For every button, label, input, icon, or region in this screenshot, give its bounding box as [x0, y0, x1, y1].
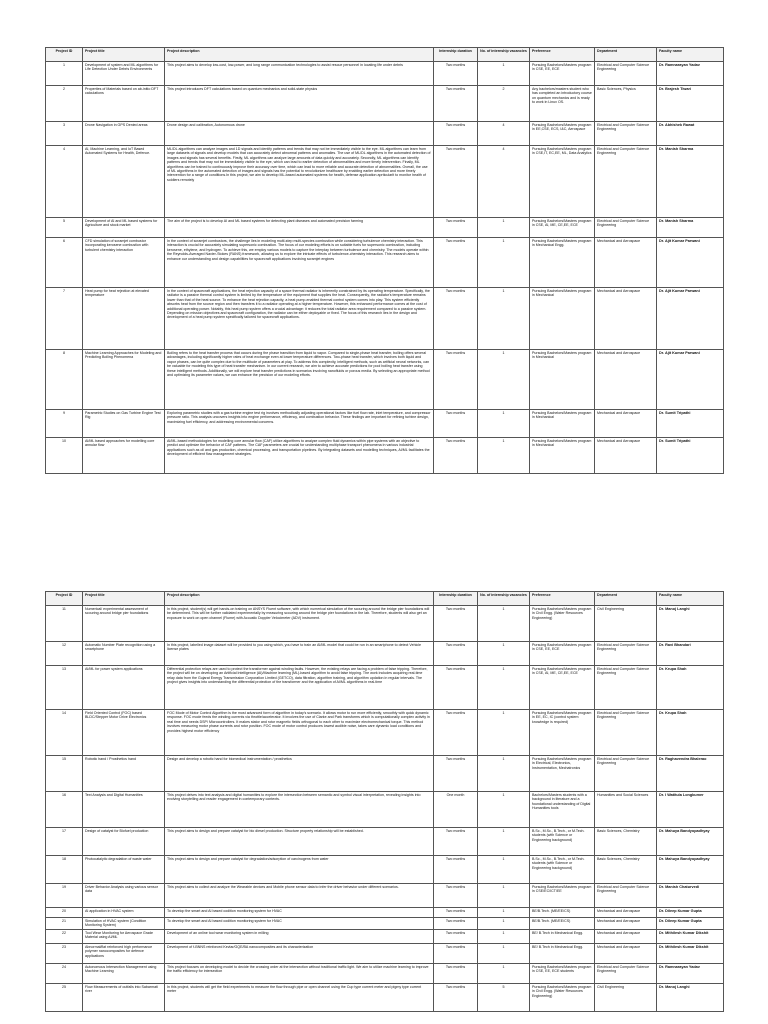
table-row — [46, 218, 724, 238]
cell-internship-duration: Two months — [434, 86, 478, 122]
cell-preference: BE/ B.Tech in Mechanical Engg. — [530, 929, 595, 943]
cell-project-id: 13 — [46, 666, 83, 710]
cell-project-description: In this project, labelled image dataset will be provided to you using which, you have to train an AI/ML model that could be run in an smartphone to detect Vehicle license plates — [165, 642, 434, 666]
cell-preference: Any bachelors/masters student who has completed an introductory course on quantum mechanics and is ready to work in Linux OS. — [530, 86, 595, 122]
col-header-project-id: Project ID — [46, 592, 83, 606]
table-body-page-1 — [46, 62, 724, 474]
cell-project-id: 6 — [46, 238, 83, 288]
cell-project-description: This project focuses on developing model to decide the crossing order at the intersection without traditional traffic light. We aim to utilize machine learning to improve the traffic efficiency for intersection — [165, 963, 434, 983]
cell-project-description: In this project, students will get the field experiments to measure the flow through pipe or open channel using the Cup type current meter and pigmy type current meter — [165, 983, 434, 1011]
table-row — [46, 963, 724, 983]
table-row — [46, 146, 724, 218]
cell-project-description: This project delves into text analysis and digital humanities to explore the intersection between semantic and symbol visual interpretation, revealing insights into evolving storytelling and reader engagement in contemporary contexts. — [165, 792, 434, 828]
col-header-project-description: Project description — [165, 48, 434, 62]
cell-project-title: Numerical/ experimental assessment of scouring around bridge pier foundations — [83, 606, 165, 642]
cell-faculty-name: Dr. Krupa Shah — [657, 710, 724, 756]
cell-faculty-name: Dr. Mahuya Bandyopadhyay — [657, 856, 724, 884]
cell-faculty-name: Dr. Mithilesh Kumar Dikshit — [657, 929, 724, 943]
cell-vacancies: 5 — [478, 983, 530, 1011]
table-row — [46, 943, 724, 963]
cell-department: Mechanical and Aerospace — [595, 238, 657, 288]
cell-internship-duration: Two months — [434, 642, 478, 666]
cell-department: Mechanical and Aerospace — [595, 288, 657, 350]
cell-department: Basic Sciences, Chemistry — [595, 828, 657, 856]
cell-faculty-name: Dr. Ajit Kumar Parwani — [657, 238, 724, 288]
col-header-project-title: Project title — [83, 592, 165, 606]
cell-preference: Pursuing Bachelors/Masters program in CSE, EE, ECE — [530, 62, 595, 86]
cell-preference: Pursuing Bachelors/Masters program in Civil Engg. (Water Resources Engineering) — [530, 983, 595, 1011]
cell-project-description: Design and develop a robotic hand for biomedical instrumentation / prosthetics — [165, 756, 434, 792]
cell-department: Electrical and Computer Science Engineering — [595, 756, 657, 792]
cell-internship-duration: Two months — [434, 943, 478, 963]
cell-internship-duration: Two months — [434, 908, 478, 918]
table-row — [46, 929, 724, 943]
table-body-page-2 — [46, 606, 724, 1012]
table-row — [46, 438, 724, 474]
col-header-vacancies: No. of internship vacancies — [478, 592, 530, 606]
cell-project-description: In the context of spacecraft applications, the heat rejection capacity of a space thermal radiator is inherently constrained by its operating temperature. Specifically, the radiator is a passive thermal control system is limited by the temperature of the equipment that supplies the heat. Consequently, the radiator's temperature remains lower than that of the heat source. To enhance the heat rejection capacity, a heat pump-enabled thermal control system comes into play. This system efficiently absorbs heat from the source region and then transfers it to a radiator operating at a higher temperature. However, this enhanced performance comes at the cost of additional operating power. Notably, this heat pump system offers a crucial advantage: it reduces the total radiator area requirement compared to a passive system. Depending on mission objectives and spacecraft configuration, the radiator can be either deployable or fixed. The focus of this research lies in the design and development of a heat pump system specifically tailored for spacecraft applications. — [165, 288, 434, 350]
cell-project-title: Simulation of HVAC system (Condition Monitoring System) — [83, 918, 165, 930]
cell-department: Mechanical and Aerospace — [595, 943, 657, 963]
cell-department: Electrical and Computer Science Engineering — [595, 146, 657, 218]
cell-vacancies: 1 — [478, 918, 530, 930]
cell-faculty-name: Dr. Manoj Langhi — [657, 606, 724, 642]
col-header-internship-duration: Internship duration — [434, 48, 478, 62]
cell-project-description: ML/DL algorithms can analyze images and 1D signals and identify patterns and trends that may not be immediately visible to the eye. ML algorithms can learn from large datasets of signals and develop models that can accurately detect abnormal patterns and anomalies. The use of ML/DL algorithms in the automated detection of images and signals has several benefits. Firstly, ML algorithms can analyze large amounts of data quickly and accurately. Secondly, ML algorithms can identify patterns and trends that may not be immediately visible to the eye, which can lead to earlier detection of abnormalities and more timely intervention. Finally, ML algorithms can be trained to continuously improve their accuracy over time, which can lead to more reliable and accurate detection of abnormalities. Overall, the use of ML algorithms in the automated detection of images and signals has the potential to revolutionize healthcare by enabling earlier detection and more timely intervention for a range of conditions.In this project, we aim to develop ML-based automated systems for health, defense application aprticularlt to monitor health of soldiers remotely — [165, 146, 434, 218]
cell-department: Mechanical and Aerospace — [595, 350, 657, 410]
cell-faculty-name: Dr. Manish Sharma — [657, 146, 724, 218]
cell-preference: Pursuing Bachelors/Masters program in Mechanical — [530, 350, 595, 410]
cell-preference: B.Sc., M.Sc., B.Tech., or M.Tech. students (with Science or Engineering background) — [530, 856, 595, 884]
cell-department: Civil Engineering — [595, 983, 657, 1011]
cell-vacancies: 1 — [478, 856, 530, 884]
table-row — [46, 983, 724, 1011]
cell-department: Mechanical and Aerospace — [595, 410, 657, 438]
cell-vacancies: 4 — [478, 146, 530, 218]
cell-project-description: Development of an online tool wear monitoring system in milling — [165, 929, 434, 943]
cell-department: Basic Sciences, Physics — [595, 86, 657, 122]
cell-internship-duration: Two months — [434, 856, 478, 884]
cell-project-title: Flow Measurements of outfalls into Sabarmati river — [83, 983, 165, 1011]
cell-preference: BE/B.Tech. (ME/EE/CS) — [530, 918, 595, 930]
cell-vacancies: 1 — [478, 756, 530, 792]
cell-project-id: 14 — [46, 710, 83, 756]
cell-project-description: FOC Mode of Motor Control Algorithm is the most advanced form of algorithm in today's scenario. It allows motor to run more efficiently, smoothly with quick dynamic response. FOC mode feeds the winding currents via throttle/accelerator. It involves the use of Clarke and Park transforms which is computationally complex activity in real time and needs DSP/ Microcontrollers. It makes stator and rotor magnetic fields orthogonal to each other to maximize electromechanical torque. This method involves measuring motor phase currents and rotor position. FOC mode of motor control produces lowest audible noise, takes care dynamic load conditions and provides highest motor efficiency — [165, 710, 434, 756]
cell-vacancies: 4 — [478, 122, 530, 146]
cell-internship-duration: Two months — [434, 828, 478, 856]
cell-internship-duration: Two months — [434, 218, 478, 238]
cell-internship-duration: Two months — [434, 62, 478, 86]
cell-department: Electrical and Computer Science Engineering — [595, 62, 657, 86]
cell-vacancies: 1 — [478, 710, 530, 756]
cell-preference: Pursuing Bachelors/Masters program in CSE, AI, ME, CE,EE, ECE — [530, 666, 595, 710]
cell-faculty-name: Dr. Brajesh Tiwari — [657, 86, 724, 122]
cell-faculty-name: Dr. Sumit Tripathi — [657, 438, 724, 474]
cell-preference: Pursuing Bachelors/Masters program in CSE,IT, EC,EE, ML, Data Analytics — [530, 146, 595, 218]
cell-vacancies: 1 — [478, 792, 530, 828]
cell-project-description: In the context of scramjet combustors, the challenge lies in modeling multi-step multi-species combustion while considering turbulence chemistry interaction. This interaction is crucial for accurately simulating supersonic combustion. The focus of our modeling efforts is on suitable fuels for supersonic combustion, including kerosene, ethylene, and hydrogen. To achieve this, we employ various models to capture the interplay between turbulence and chemistry. The models operate within the Reynolds-Averaged Navier-Stokes (RANS) framework, allowing us to explore the intricate effects of turbulence-chemistry interaction. This research aims to enhance our understanding and design capabilities for spacecraft applications involving scramjet engines — [165, 238, 434, 288]
cell-department: Civil Engineering — [595, 606, 657, 642]
cell-department: Mechanical and Aerospace — [595, 929, 657, 943]
cell-vacancies: 2 — [478, 86, 530, 122]
cell-internship-duration: Two months — [434, 606, 478, 642]
cell-project-id: 5 — [46, 218, 83, 238]
cell-vacancies: 1 — [478, 666, 530, 710]
cell-internship-duration: Two months — [434, 710, 478, 756]
cell-faculty-name: Dr. Ramnarayan Yadav — [657, 963, 724, 983]
cell-department: Electrical and Computer Science Engineering — [595, 666, 657, 710]
cell-internship-duration: Two months — [434, 146, 478, 218]
cell-project-id: 24 — [46, 963, 83, 983]
cell-vacancies: 1 — [478, 943, 530, 963]
cell-project-description: Development of f-BNNS reinforced Kevlar/GQE/BA nanocomposites and its characterization — [165, 943, 434, 963]
cell-faculty-name: Dr. Manish Chaturvedi — [657, 884, 724, 908]
table-row — [46, 756, 724, 792]
cell-project-description: To develop the smart and AI based codition monitoring system for HVAC — [165, 908, 434, 918]
col-header-vacancies: No. of internship vacancies — [478, 48, 530, 62]
cell-project-description: Drone design and calibration, Autonomous drone — [165, 122, 434, 146]
cell-project-id: 4 — [46, 146, 83, 218]
cell-preference: Pursuing Bachelors/Masters program in CSE, EE, ECE — [530, 642, 595, 666]
cell-department: Electrical and Computer Science Engineering — [595, 710, 657, 756]
cell-department: Mechanical and Aerospace — [595, 908, 657, 918]
cell-preference: Pursuing Bachelors/Masters program in EE,CSE, ECS, I&C, Aerospace — [530, 122, 595, 146]
table-row — [46, 710, 724, 756]
cell-faculty-name: Dr. Ramnarayan Yadav — [657, 62, 724, 86]
cell-vacancies: 1 — [478, 908, 530, 918]
cell-preference: BE/ B.Tech in Mechanical Engg. — [530, 943, 595, 963]
cell-project-title: CFD simulation of scramjet combustor incorporating kerosene combustion with turbulent chemistry interaction — [83, 238, 165, 288]
cell-faculty-name: Dr. Sumit Tripathi — [657, 410, 724, 438]
col-header-project-description: Project description — [165, 592, 434, 606]
col-header-project-id: Project ID — [46, 48, 83, 62]
cell-project-id: 16 — [46, 792, 83, 828]
cell-project-title: Field Oriented Control (FOC) based BLDC/Stepper Motor Drive Electronics — [83, 710, 165, 756]
table-row — [46, 828, 724, 856]
cell-internship-duration: Two months — [434, 122, 478, 146]
cell-project-title: Design of catalyst for Biofuel production — [83, 828, 165, 856]
cell-project-id: 21 — [46, 918, 83, 930]
col-header-project-title: Project title — [83, 48, 165, 62]
projects-table-page-2 — [45, 591, 724, 1012]
cell-internship-duration: Two months — [434, 410, 478, 438]
cell-internship-duration: Two months — [434, 288, 478, 350]
cell-project-id: 1 — [46, 62, 83, 86]
cell-preference: Pursuing Bachelors/Masters program in CSE, AI, ME, CE,EE, ECE — [530, 218, 595, 238]
cell-vacancies: 1 — [478, 642, 530, 666]
cell-project-id: 2 — [46, 86, 83, 122]
table-row — [46, 918, 724, 930]
cell-faculty-name: Dr. Dileep Kumar Gupta — [657, 908, 724, 918]
cell-project-description: Boiling refers to the heat transfer process that occurs during the phase transition from liquid to vapor. Compared to single-phase heat transfer, boiling offers several advantages, including significantly higher rates of heat exchange even at lower temperature differences. Two-phase heat transfer, which involves both liquid and vapor phases, can be quite complex due to the multitude of parameters at play. To address this complexity, intelligent methods, such as artificial neural networks, can be valuable for modeling this type of heat transfer mechanism. In our current research, we aim to achieve accurate predictions for pool boiling heat transfer using these intelligent methods. Additionally, we will explore heat transfer predictions in scenarios involving nanofluids or porous media. By selecting an appropriate method and optimizing its parameter values, we can enhance the precision of our modeling efforts. — [165, 350, 434, 410]
cell-internship-duration: Two months — [434, 756, 478, 792]
cell-project-id: 12 — [46, 642, 83, 666]
cell-vacancies: 1 — [478, 218, 530, 238]
table-row — [46, 884, 724, 908]
cell-project-title: AI/ML for power system applications — [83, 666, 165, 710]
cell-vacancies: 1 — [478, 410, 530, 438]
table-row — [46, 792, 724, 828]
cell-internship-duration: Two months — [434, 438, 478, 474]
cell-project-title: Driver Behavior Analysis using various sensor data — [83, 884, 165, 908]
cell-internship-duration: Two months — [434, 963, 478, 983]
cell-vacancies: 1 — [478, 828, 530, 856]
table-row — [46, 410, 724, 438]
table-header-row — [46, 592, 724, 606]
table-row — [46, 238, 724, 288]
cell-project-description: To develop the smart and AI based codition monitoring system for HVAC — [165, 918, 434, 930]
cell-faculty-name: Dr. Ajit Kumar Parwani — [657, 350, 724, 410]
cell-project-id: 7 — [46, 288, 83, 350]
table-row — [46, 908, 724, 918]
cell-preference: Bachelors/Masters students with a background in literature and a foundational understanding of Digital Humanities tools — [530, 792, 595, 828]
cell-project-title: Tool Wear Monitoring for Aerospace Grade Material using AI/ML — [83, 929, 165, 943]
cell-vacancies: 1 — [478, 238, 530, 288]
cell-department: Basic Sciences, Chemistry — [595, 856, 657, 884]
cell-project-title: Parametric Studies on Gas Turbine Engine Test Rig — [83, 410, 165, 438]
cell-project-id: 23 — [46, 943, 83, 963]
cell-project-title: Properties of Materials based on ab-initio DFT calculations — [83, 86, 165, 122]
cell-preference: BE/B.Tech. (ME/EE/CS) — [530, 908, 595, 918]
cell-project-title: Text Analysis and Digital Humanities — [83, 792, 165, 828]
cell-project-id: 19 — [46, 884, 83, 908]
cell-department: Humanities and Social Sciences — [595, 792, 657, 828]
cell-project-title: Robotic hand / Prosthetics hand — [83, 756, 165, 792]
cell-department: Mechanical and Aerospace — [595, 438, 657, 474]
table-row — [46, 606, 724, 642]
cell-internship-duration: Two months — [434, 238, 478, 288]
table-row — [46, 350, 724, 410]
cell-project-id: 10 — [46, 438, 83, 474]
cell-preference: Pursuing Bachelors/Masters program in CSE/EC/ICT/EE — [530, 884, 595, 908]
cell-preference: Pursuing Bachelors/Masters program in Mechanical — [530, 288, 595, 350]
cell-vacancies: 1 — [478, 62, 530, 86]
cell-faculty-name: Dr. Mithilesh Kumar Dikshit — [657, 943, 724, 963]
cell-project-title: AI/ML based approaches for modelling core annular flow — [83, 438, 165, 474]
cell-project-id: 9 — [46, 410, 83, 438]
cell-internship-duration: Two months — [434, 666, 478, 710]
col-header-internship-duration: Internship duration — [434, 592, 478, 606]
cell-project-id: 8 — [46, 350, 83, 410]
cell-department: Electrical and Computer Science Engineering — [595, 963, 657, 983]
cell-project-description: This project aims to collect and analyze the Wearable devices and Mobile phone sensor data to infer the driver behavior under different scenarios. — [165, 884, 434, 908]
cell-project-id: 22 — [46, 929, 83, 943]
cell-faculty-name: Dr. Manoj Langhi — [657, 983, 724, 1011]
cell-faculty-name: Dr. Raghavendra Bhalerao — [657, 756, 724, 792]
cell-department: Electrical and Computer Science Engineering — [595, 642, 657, 666]
cell-vacancies: 1 — [478, 884, 530, 908]
cell-department: Electrical and Computer Science Engineering — [595, 218, 657, 238]
cell-vacancies: 1 — [478, 963, 530, 983]
cell-project-title: Autonomous Intersection Management using Machine Learning — [83, 963, 165, 983]
cell-internship-duration: One month — [434, 792, 478, 828]
cell-faculty-name: Dr. Ajit Kumar Parwani — [657, 288, 724, 350]
cell-internship-duration: Two months — [434, 929, 478, 943]
cell-project-description: AI/ML-based methodologies for modelling core annular flow (CAF) utilize algorithms to analyze complex fluid dynamics within pipe systems with an objective to predict and optimize the behavior of CAF patterns. The CAF parameters are crucial for understanding multiphase transport phenomena in various industrial applications such as oil and gas production, chemical processing, and transportation pipelines. By integrating datasets and modelling techniques, AI/ML facilitates the development of efficient flow management strategies. — [165, 438, 434, 474]
cell-project-description: Differential protection relays are used to protect the transformer against winding faults. However, the existing relays are facing a problem of false tripping. Therefore, the project will be on developing an Artificial Intelligence (AI)/Machine learning (ML)-based algorithm to avoid false tripping. The work includes acquiring real-time relay data from the Gujarat Energy Transmission Corporation Limited (GETCO), data filtration, algorithm training, and algorithm updation in regular intervals. The project gives insights into understanding the differential protection of the transformer and the application of AI/ML algorithms in real-time — [165, 666, 434, 710]
cell-faculty-name: Dr. I Watitula Longkumer — [657, 792, 724, 828]
cell-project-title: Machine Learning Approaches for Modeling and Predicting Boiling Phenomena — [83, 350, 165, 410]
cell-project-title: AI application in HVAC system — [83, 908, 165, 918]
cell-department: Electrical and Computer Science Engineering — [595, 122, 657, 146]
cell-project-title: Automatic Number Plate recognition using a smartphone — [83, 642, 165, 666]
cell-faculty-name: Dr. Dileep Kumar Gupta — [657, 918, 724, 930]
cell-project-description: This project introduces DFT calculations based on quantum mechanics and solid-state physics — [165, 86, 434, 122]
col-header-preference: Preference — [530, 48, 595, 62]
cell-project-title: Photocatalytic degradation of waste water — [83, 856, 165, 884]
cell-vacancies: 1 — [478, 929, 530, 943]
table-row — [46, 856, 724, 884]
cell-internship-duration: Two months — [434, 983, 478, 1011]
cell-project-id: 15 — [46, 756, 83, 792]
cell-project-id: 3 — [46, 122, 83, 146]
cell-faculty-name: Dr. Manish Sharma — [657, 218, 724, 238]
cell-project-id: 20 — [46, 908, 83, 918]
cell-preference: B.Sc., M.Sc., B.Tech., or M.Tech. students (with Science or Engineering background) — [530, 828, 595, 856]
cell-project-title: AI, Machine Learning, and IoT Based Automated Systems for Health, Defence. — [83, 146, 165, 218]
cell-project-description: Exploring parametric studies with a gas turbine engine test rig involves methodically adjusting operational factors like fuel flow rate, inlet temperature, and compressor pressure ratio. This analysis uncovers insights into engine performance, efficiency, and combustion behavior. These findings are important for refining turbine design, maximizing fuel efficiency, and addressing environmental concerns. — [165, 410, 434, 438]
table-row — [46, 122, 724, 146]
cell-project-title: Development of AI and ML based systems for Agriculture and stock market — [83, 218, 165, 238]
cell-project-description: In this project, student(s) will get hands-on training on ANSYS Fluent software, with which numerical simulation of the scouring around the bridge pier foundations will be determined. This will be further validated experimentally by measuring scouring around the bridge pier foundations in the lab. Therefore, students will also get an exposure to work on open channel (Flume) with Acoustic Doppler Velocimeter (ADV) instrument. — [165, 606, 434, 642]
cell-faculty-name: Dr. Mahuya Bandyopadhyay — [657, 828, 724, 856]
table-row — [46, 666, 724, 710]
table-row — [46, 288, 724, 350]
cell-internship-duration: Two months — [434, 350, 478, 410]
cell-vacancies: 1 — [478, 438, 530, 474]
cell-vacancies: 1 — [478, 606, 530, 642]
cell-faculty-name: Dr. Krupa Shah — [657, 666, 724, 710]
cell-project-id: 25 — [46, 983, 83, 1011]
cell-faculty-name: Dr. Abhishek Rawat — [657, 122, 724, 146]
cell-preference: Pursuing Bachelors/Masters program in EE, EC, IC (control system knowledge is required) — [530, 710, 595, 756]
table-row — [46, 62, 724, 86]
cell-project-id: 18 — [46, 856, 83, 884]
cell-internship-duration: Two months — [434, 884, 478, 908]
cell-project-id: 11 — [46, 606, 83, 642]
cell-preference: Pursuing Bachelors/Masters program in Mechanical Engg. — [530, 238, 595, 288]
cell-preference: Pursuing Bachelors/Masters program in Mechanical — [530, 410, 595, 438]
col-header-faculty-name: Faculty name — [657, 592, 724, 606]
cell-project-description: This project aims to develop low-cost, low-power, and long range communication technologies to assist rescue personnel in locating life under debris — [165, 62, 434, 86]
cell-preference: Pursuing Bachelors/Masters program in CSE, EE, ECE students — [530, 963, 595, 983]
table-row — [46, 86, 724, 122]
table-row — [46, 642, 724, 666]
col-header-faculty-name: Faculty name — [657, 48, 724, 62]
cell-project-description: This project aims to design and prepare catalyst for degradation/adsorption of carcinogens from water — [165, 856, 434, 884]
cell-project-title: Abnormal/flat reinforced high performance polymer nanocomposites for defence applications — [83, 943, 165, 963]
cell-project-id: 17 — [46, 828, 83, 856]
cell-preference: Pursuing Bachelors/Masters program in Electrical, Electronics, Instrumentation, Mechatronics — [530, 756, 595, 792]
cell-internship-duration: Two months — [434, 918, 478, 930]
cell-preference: Pursuing Bachelors/Masters program in Civil Engg. (Water Resources Engineering) — [530, 606, 595, 642]
cell-vacancies: 1 — [478, 288, 530, 350]
page-gap — [0, 520, 768, 580]
projects-table-page-1 — [45, 47, 724, 474]
table-header-row — [46, 48, 724, 62]
col-header-department: Department — [595, 48, 657, 62]
cell-faculty-name: Dr. Ravi Bhandari — [657, 642, 724, 666]
cell-project-title: Development of system and ML algorithms for Life Detection Under Debris Environments — [83, 62, 165, 86]
cell-preference: Pursuing Bachelors/Masters program in Mechanical — [530, 438, 595, 474]
col-header-department: Department — [595, 592, 657, 606]
cell-project-title: Heat pump for heat rejection at elevated temperature — [83, 288, 165, 350]
cell-project-description: This project aims to design and prepare catalyst for bio diesel production. Structure property relationship will be established. — [165, 828, 434, 856]
cell-department: Mechanical and Aerospace — [595, 918, 657, 930]
cell-project-title: Drone Navigation in GPS Denied areas — [83, 122, 165, 146]
col-header-preference: Preference — [530, 592, 595, 606]
cell-department: Electrical and Computer Science Engineering — [595, 884, 657, 908]
cell-vacancies: 1 — [478, 350, 530, 410]
cell-project-description: The aim of the project is to develop AI and ML based systems for detecting plant diseases and automated precision farming — [165, 218, 434, 238]
